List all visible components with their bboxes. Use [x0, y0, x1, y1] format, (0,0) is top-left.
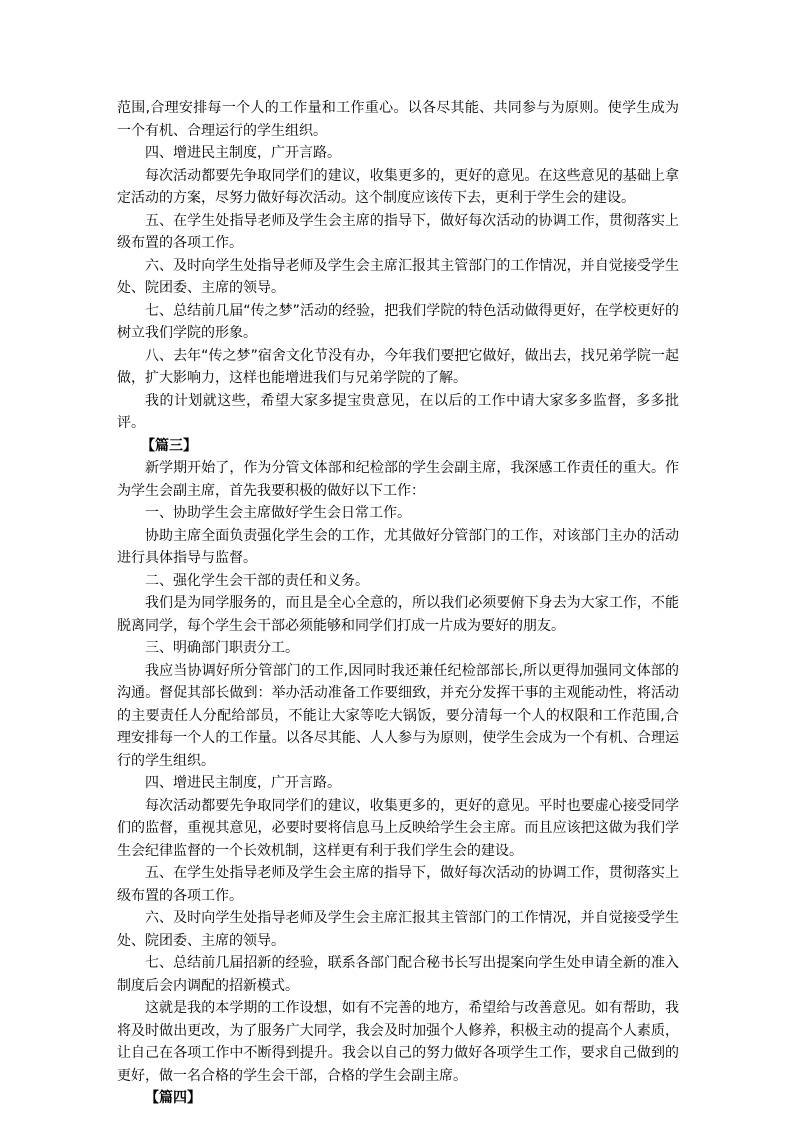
section-heading: 四、增进民主制度，广开言路。: [145, 145, 341, 161]
paragraph: 新学期开始了，作为分管文体部和纪检部的学生会副主席，我深感工作责任的重大。作为学生会副主席，首先我要积极的做好以下工作：: [117, 460, 679, 499]
paragraph: 范围,合理安排每一个人的工作量和工作重心。以各尽其能、共同参与为原则。使学生成为一个有机、合理运行的学生组织。: [117, 100, 679, 139]
paragraph: 我的计划就这些，希望大家多提宝贵意见，在以后的工作中请大家多多监督，多多批评。: [117, 392, 679, 431]
part-three-heading: 【篇三】: [141, 437, 197, 454]
section-heading: 一、协助学生会主席做好学生会日常工作。: [145, 505, 411, 521]
paragraph: 八、去年“传之梦”宿舍文化节没有办，今年我们要把它做好，做出去，找兄弟学院一起做，扩大影响力，这样也能增进我们与兄弟学院的了解。: [117, 347, 679, 386]
section-heading: 三、明确部门职责分工。: [145, 640, 299, 656]
paragraph: 我们是为同学服务的，而且是全心全意的，所以我们必须要俯下身去为大家工作，不能脱离同学，每个学生会干部必须能够和同学们打成一片成为要好的朋友。: [117, 595, 679, 634]
part-four-heading: 【篇四】: [145, 1090, 201, 1106]
paragraph: 七、总结前几届“传之梦”活动的经验，把我们学院的特色活动做得更好，在学校更好的树立我们学院的形象。: [117, 302, 679, 341]
section-heading: 四、增进民主制度，广开言路。: [145, 775, 341, 791]
paragraph: 协助主席全面负责强化学生会的工作，尤其做好分管部门的工作，对该部门主办的活动进行具体指导与监督。: [117, 527, 679, 566]
paragraph: 这就是我的本学期的工作设想，如有不完善的地方，希望给与改善意见。如有帮助，我将及时做出更改，为了服务广大同学，我会及时加强个人修养，积极主动的提高个人素质，让自己在各项工作中不断得到提升。我会以自己的努力做好各项学生工作，要求自己做到的更好，做一名合格的学生会干部，合格的学生会副主席。: [117, 1000, 679, 1084]
document-body: [117, 97, 679, 1110]
paragraph: 五、在学生处指导老师及学生会主席的指导下，做好每次活动的协调工作，贯彻落实上级布置的各项工作。: [117, 865, 679, 904]
paragraph: 五、在学生处指导老师及学生会主席的指导下，做好每次活动的协调工作，贯彻落实上级布置的各项工作。: [117, 212, 679, 251]
paragraph: 六、及时向学生处指导老师及学生会主席汇报其主管部门的工作情况，并自觉接受学生处、院团委、主席的领导。: [117, 257, 679, 296]
paragraph: 六、及时向学生处指导老师及学生会主席汇报其主管部门的工作情况，并自觉接受学生处、院团委、主席的领导。: [117, 910, 679, 949]
paragraph: 每次活动都要先争取同学们的建议，收集更多的，更好的意见。平时也要虚心接受同学们的监督，重视其意见，必要时要将信息马上反映给学生会主席。而且应该把这做为我们学生会纪律监督的一个长效机制，这样更有利于我们学生会的建设。: [117, 797, 679, 859]
paragraph: 我应当协调好所分管部门的工作,因同时我还兼任纪检部部长,所以更得加强同文体部的沟通。督促其部长做到：举办活动准备工作要细致，并充分发挥干事的主观能动性，将活动的主要责任人分配给部员，不能让大家等吃大锅饭，要分清每一个人的权限和工作范围,合理安排每一个人的工作量。以各尽其能、人人参与为原则，使学生会成为一个有机、合理运行的学生组织。: [117, 662, 679, 769]
paragraph: 每次活动都要先争取同学们的建议，收集更多的，更好的意见。在这些意见的基础上拿定活动的方案，尽努力做好每次活动。这个制度应该传下去，更利于学生会的建设。: [117, 167, 679, 206]
paragraph: 七、总结前几届招新的经验，联系各部门配合秘书长写出提案向学生处申请全新的准入制度后会内调配的招新模式。: [117, 955, 679, 994]
section-heading: 二、强化学生会干部的责任和义务。: [145, 572, 369, 589]
